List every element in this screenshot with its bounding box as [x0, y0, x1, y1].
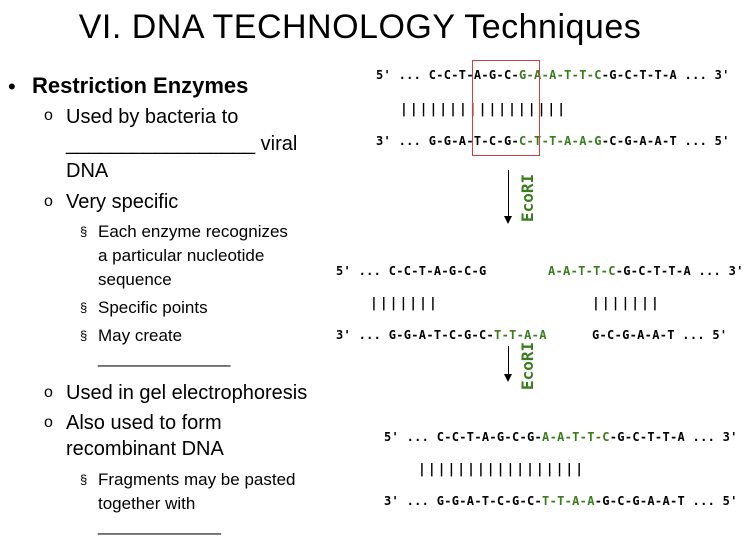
text-gel-electrophoresis: Used in gel electrophoresis: [66, 382, 308, 404]
text-sequence: sequence: [98, 270, 172, 289]
dna-bottom-strand-1: 5' ... C-C-T-A-G-C-G-A-A-T-T-C-G-C-T-T-A ... 3': [384, 430, 738, 444]
dna-left-fragment-top: 5' ... C-C-T-A-G-C-G: [336, 264, 487, 278]
arrow-2-line: [508, 346, 509, 376]
arrow-1-line: [508, 170, 509, 218]
dna-top-base-pairs: |||||||||||||||||: [400, 102, 568, 117]
text-each-enzyme: Each enzyme recognizes: [98, 222, 288, 241]
dna-left-fragment-bottom: 3' ... G-G-A-T-C-G-C-T-T-A-A: [336, 328, 547, 342]
slide-title: VI. DNA TECHNOLOGY Techniques: [78, 8, 642, 46]
text-may-create: May create: [98, 326, 183, 345]
sub-bullet-circle: o: [44, 414, 53, 431]
enzyme-label-1: EcoRI: [518, 173, 537, 222]
dna-top-strand-2: 3' ... G-G-A-T-C-G-C-T-T-A-A-G-C-G-A-A-T ... 5': [376, 134, 730, 148]
sub-bullet-circle: o: [44, 193, 53, 210]
dna-bottom-strand-2: 3' ... G-G-A-T-C-G-C-T-T-A-A-G-C-G-A-A-T ... 5': [384, 494, 738, 508]
sub-bullet-circle: o: [44, 107, 53, 124]
text-recombinant-dna: recombinant DNA: [66, 438, 224, 460]
text-blank-ligase: _____________: [98, 516, 221, 535]
dna-left-base-pairs: |||||||: [370, 296, 439, 311]
arrow-2-head: [504, 374, 512, 382]
text-fragments-pasted: Fragments may be pasted: [98, 470, 296, 489]
dna-top-strand-1: 5' ... C-C-T-A-G-C-G-A-A-T-T-C-G-C-T-T-A ... 3': [376, 68, 730, 82]
bullet-dot: •: [8, 74, 16, 99]
arrow-1-head: [504, 216, 512, 224]
dna-right-fragment-top: A-A-T-T-C-G-C-T-T-A ... 3': [548, 264, 744, 278]
text-used-by-bacteria: Used by bacteria to: [66, 106, 239, 128]
text-particular-nucleotide: a particular nucleotide: [98, 246, 265, 265]
dna-right-fragment-bottom: G-C-G-A-A-T ... 5': [592, 328, 728, 342]
sub-sub-bullet-square: §: [80, 328, 88, 343]
sub-sub-bullet-square: §: [80, 300, 88, 315]
enzyme-label-2: EcoRI: [518, 341, 537, 390]
recognition-site-box: [472, 60, 540, 156]
text-specific-points: Specific points: [98, 298, 208, 317]
sub-bullet-circle: o: [44, 384, 53, 401]
text-blank-sticky-ends: ______________: [98, 348, 231, 367]
text-also-used: Also used to form: [66, 412, 222, 434]
text-together-with: together with: [98, 494, 196, 513]
dna-right-base-pairs: |||||||: [592, 296, 661, 311]
dna-bottom-base-pairs: |||||||||||||||||: [418, 462, 586, 477]
sub-sub-bullet-square: §: [80, 472, 88, 487]
text-dna: DNA: [66, 160, 109, 182]
text-very-specific: Very specific: [66, 191, 179, 213]
sub-sub-bullet-square: §: [80, 224, 88, 239]
heading-restriction-enzymes: Restriction Enzymes: [32, 73, 249, 98]
text-blank-viral: _________________ viral: [66, 133, 298, 155]
